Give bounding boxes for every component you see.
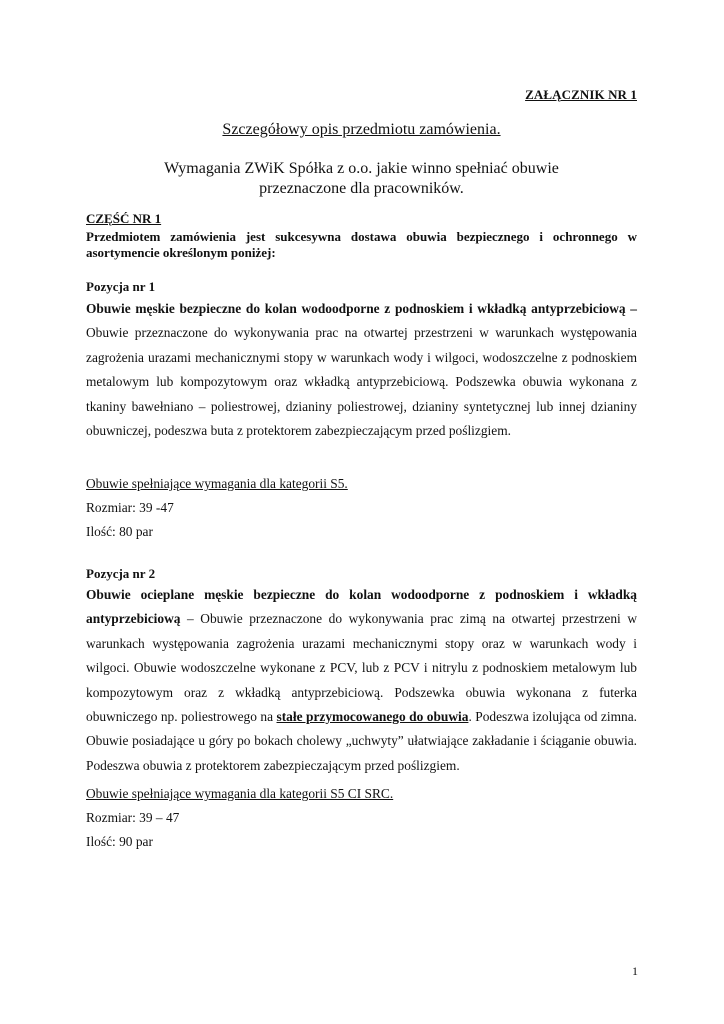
- position-2-heading: Pozycja nr 2: [86, 566, 156, 581]
- position-1-name: Obuwie męskie bezpieczne do kolan wodoodporne z podnoskiem i wkładką antyprzebiciową –: [86, 301, 637, 316]
- subtitle-line-2: przeznaczone dla pracowników.: [259, 180, 464, 197]
- position-2-description-part-2: . Podeszwa izolująca od zimna. Obuwie posiadające u góry po bokach cholewy „uchwyty” ułatwiające zakładanie i ściąganie obuwia. Podeszwa obuwia z protektorem zabezpieczającym przed poślizgiem.: [86, 709, 637, 773]
- position-2-quantity: Ilość: 90 par: [86, 834, 153, 849]
- part-heading: CZĘŚĆ NR 1: [86, 211, 162, 226]
- position-2-description-emphasis: stałe przymocowanego do obuwia: [276, 709, 469, 725]
- annex-label: ZAŁĄCZNIK NR 1: [525, 87, 637, 102]
- part-intro: Przedmiotem zamówienia jest sukcesywna dostawa obuwia bezpiecznego i ochronnego w asortymencie określonym poniżej:: [86, 229, 637, 260]
- position-1-requirement: Obuwie spełniające wymagania dla kategorii S5.: [86, 476, 348, 491]
- subtitle-line-1: Wymagania ZWiK Spółka z o.o. jakie winno spełniać obuwie: [164, 160, 559, 177]
- position-2-description: [86, 583, 637, 778]
- position-2-requirement: Obuwie spełniające wymagania dla kategorii S5 CI SRC.: [86, 786, 394, 801]
- position-1-description-text: Obuwie przeznaczone do wykonywania prac na otwartej przestrzeni w warunkach występowania zagrożenia urazami mechanicznymi stopy w warunkach wody i wilgoci, wodoszczelne z podnoskiem metalowym lub kompozytowym oraz wkładką antyprzebiciową. Podszewka obuwia wykonana z tkaniny bawełniano – poliestrowej, dzianiny poliestrowej, dzianiny syntetycznej lub innej dzianiny obuwniczej, podeszwa buta z protektorem zabezpieczającym przed poślizgiem.: [86, 325, 637, 439]
- position-1-description: [86, 297, 637, 443]
- page-number: 1: [632, 964, 638, 978]
- position-2-description-part-1: – Obuwie przeznaczone do wykonywania prac zimą na otwartej przestrzeni w warunkach występowania zagrożenia urazami mechanicznymi stopy oraz w warunkach wody i wilgoci. Obuwie wodoszczelne wykonane z PCV, lub z PCV i nitrylu z podnoskiem metalowym lub kompozytowym oraz z wkładką antyprzebiciową. Podszewka obuwia wykonana z futerka obuwniczego np. poliestrowego na: [86, 611, 637, 725]
- document-title: Szczegółowy opis przedmiotu zamówienia.: [222, 121, 501, 138]
- position-1-size: Rozmiar: 39 -47: [86, 500, 174, 515]
- position-2-size: Rozmiar: 39 – 47: [86, 810, 180, 825]
- position-1-heading: Pozycja nr 1: [86, 279, 156, 294]
- position-2-name: Obuwie ocieplane męskie bezpieczne do kolan wodoodporne z podnoskiem i wkładką antyprzebiciową: [86, 587, 637, 627]
- position-1-quantity: Ilość: 80 par: [86, 524, 153, 539]
- document-subtitle: [86, 159, 637, 199]
